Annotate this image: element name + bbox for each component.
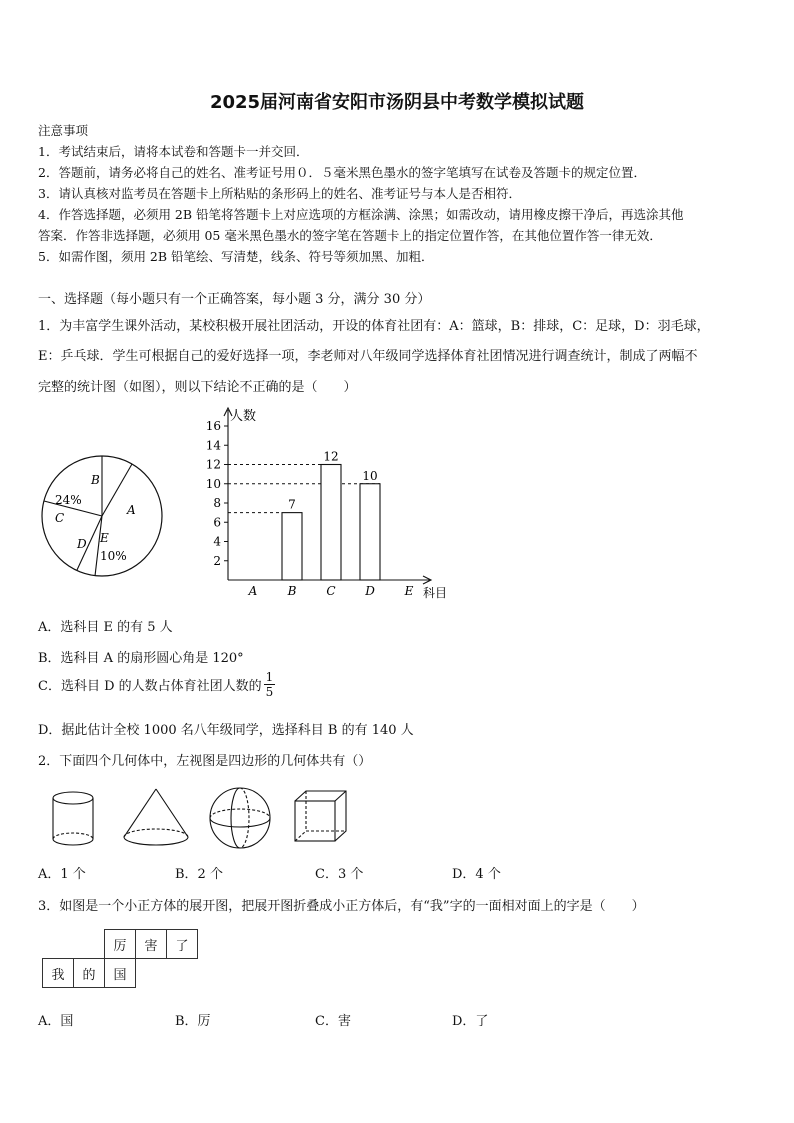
- x-tick-label: C: [326, 584, 336, 598]
- pie-pct-c: 24%: [55, 493, 82, 507]
- fraction-denominator: 5: [265, 685, 274, 699]
- pie-chart: [35, 452, 170, 582]
- q3-option-a: A．国: [38, 1014, 74, 1029]
- bar-data-label: 12: [323, 449, 339, 464]
- notice-item: 1．考试结束后，请将本试卷和答题卡一并交回．: [38, 144, 309, 159]
- cube-icon: [295, 791, 346, 841]
- question-2-stem: 2．下面四个几何体中，左视图是四边形的几何体共有（）: [38, 754, 372, 769]
- pie-label-d: D: [77, 537, 87, 551]
- bar-data-label: 7: [288, 497, 296, 512]
- solids-figure: [40, 785, 370, 853]
- question-1-line: E：乒乓球．学生可根据自己的爱好选择一项，李老师对八年级同学选择体育社团情况进行调查统计，制成了两幅不: [38, 349, 698, 364]
- q1-option-c-text: C．选科目 D 的人数占体育社团人数的: [38, 679, 262, 694]
- notice-item: 5．如需作图，须用 2B 铅笔绘、写清楚，线条、符号等须加黑、加粗．: [38, 249, 434, 264]
- cone-icon: [124, 789, 188, 845]
- question-3-stem: 3．如图是一个小正方体的展开图，把展开图折叠成小正方体后，有“我”字的一面相对面上的字是（ ）: [38, 899, 645, 914]
- y-tick-label: 12: [205, 457, 221, 472]
- x-tick-label: A: [248, 584, 258, 598]
- notice-item: 4．作答选择题，必须用 2B 铅笔将答题卡上对应选项的方框涂满、涂黑；如需改动，请用橡皮擦干净后，再选涂其他: [38, 207, 684, 222]
- q2-option-d: D．4 个: [452, 867, 501, 882]
- y-tick-label: 16: [205, 419, 221, 433]
- fraction-numerator: 1: [265, 670, 274, 684]
- x-tick-label: D: [365, 584, 375, 598]
- bar: [360, 484, 380, 580]
- q1-option-d: D．据此估计全校 1000 名八年级同学，选择科目 B 的有 140 人: [38, 723, 414, 738]
- bar: [282, 513, 302, 580]
- net-cell: 我: [43, 959, 74, 988]
- pie-label-c: C: [55, 511, 65, 525]
- fraction: [264, 670, 276, 699]
- bar: [321, 465, 341, 581]
- cylinder-icon: [53, 792, 93, 845]
- q2-option-a: A．1 个: [38, 867, 86, 882]
- y-tick-label: 8: [213, 496, 221, 510]
- pie-label-b: B: [91, 473, 100, 487]
- y-tick-label: 4: [213, 534, 221, 549]
- pie-label-e: E: [100, 531, 109, 545]
- net-cell: 国: [105, 959, 136, 988]
- question-1-line: 1．为丰富学生课外活动，某校积极开展社团活动，开设的体育社团有：A：篮球，B：排球，C：足球，D：羽毛球，: [38, 319, 710, 334]
- bar-chart: [195, 402, 455, 602]
- cube-net: [42, 929, 198, 988]
- x-tick-label: B: [287, 584, 297, 598]
- notice-item: 2．答题前，请务必将自己的姓名、准考证号用０．５毫米黑色墨水的签字笔填写在试卷及答题卡的规定位置．: [38, 165, 646, 180]
- pie-pct-e: 10%: [100, 549, 127, 563]
- pie-label-a: A: [127, 503, 136, 517]
- y-axis-title: 人数: [230, 409, 257, 424]
- q2-option-c: C．3 个: [315, 867, 364, 882]
- q1-option-b: B．选科目 A 的扇形圆心角是 120°: [38, 651, 244, 666]
- notice-heading: 注意事项: [38, 123, 89, 138]
- x-tick-label: E: [404, 584, 414, 598]
- question-1-line: 完整的统计图（如图），则以下结论不正确的是（ ）: [38, 380, 357, 395]
- y-tick-label: 14: [205, 438, 221, 453]
- net-cell: 厉: [105, 930, 136, 959]
- bar-data-label: 10: [362, 468, 378, 483]
- y-tick-label: 10: [205, 476, 221, 491]
- q3-option-b: B．厉: [175, 1014, 211, 1029]
- notice-item: 答案．作答非选择题，必须用 05 毫米黑色墨水的签字笔在答题卡上的指定位置作答，在其他位置作答一律无效．: [38, 228, 662, 243]
- q3-option-d: D．了: [452, 1014, 489, 1029]
- q1-option-a: A．选科目 E 的有 5 人: [38, 620, 173, 635]
- net-cell: 害: [136, 930, 167, 959]
- y-tick-label: 2: [213, 553, 221, 568]
- q1-option-c: [38, 670, 275, 699]
- notice-item: 3．请认真核对监考员在答题卡上所粘贴的条形码上的姓名、准考证号与本人是否相符．: [38, 186, 521, 201]
- y-tick-label: 6: [213, 515, 221, 530]
- net-cell: 的: [74, 959, 105, 988]
- q2-option-b: B．2 个: [175, 867, 223, 882]
- page-title: 2025届河南省安阳市汤阴县中考数学模拟试题: [209, 92, 585, 113]
- section-heading: 一、选择题（每小题只有一个正确答案，每小题 3 分，满分 30 分）: [38, 292, 431, 307]
- sphere-icon: [210, 788, 270, 848]
- x-axis-title: 科目: [423, 586, 448, 600]
- net-cell: 了: [167, 930, 198, 959]
- q3-option-c: C．害: [315, 1014, 351, 1029]
